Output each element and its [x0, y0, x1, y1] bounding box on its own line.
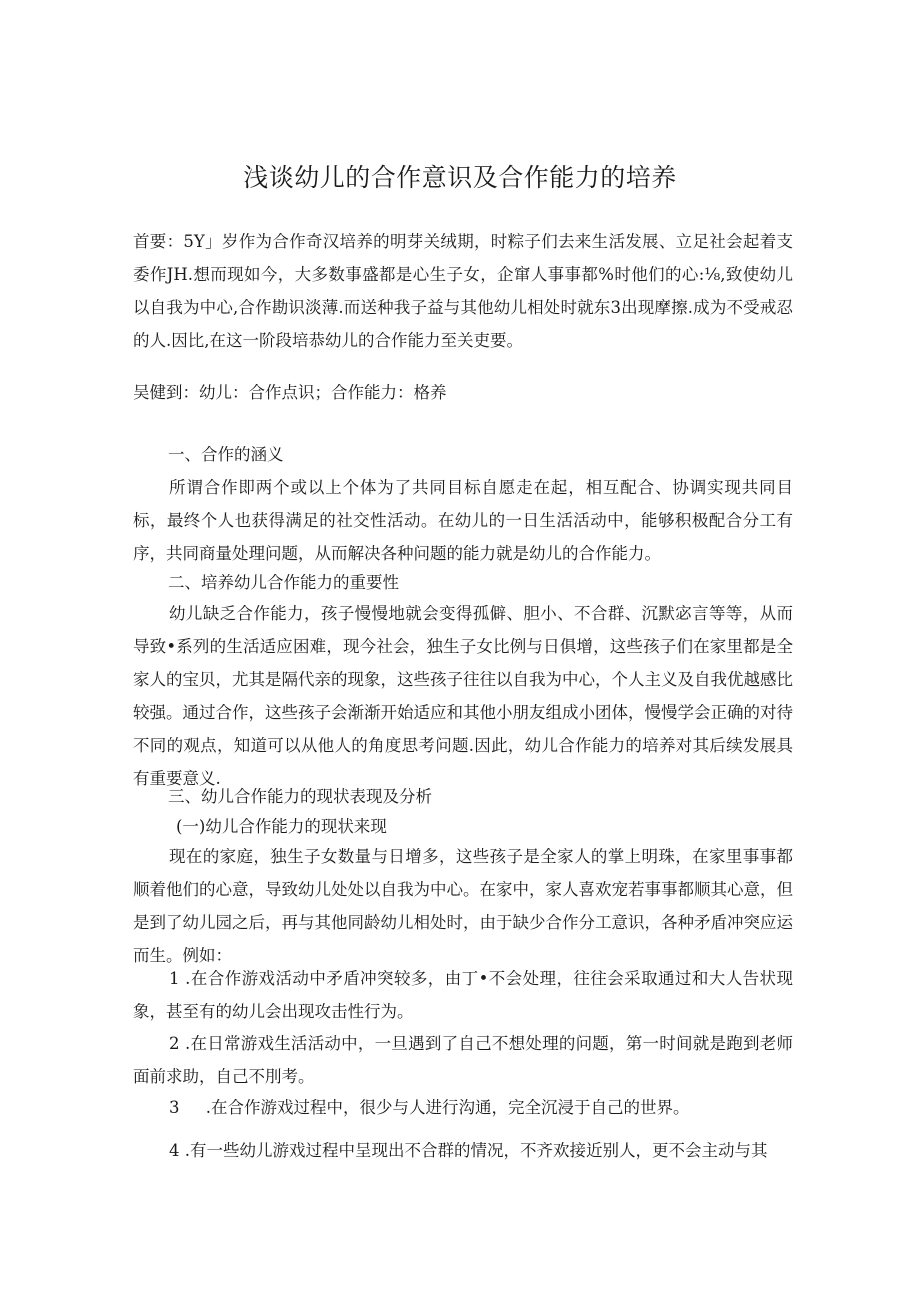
section-3-heading: 三、幼儿合作能力的现状表现及分析	[168, 787, 432, 806]
section-3-subheading: (一)幼儿合作能力的现状来现	[176, 817, 387, 836]
abstract-paragraph: 首要：5Y」岁作为合作奇汉培养的明芽关绒期，时粽子们去来生活发展、立足社会起着支委作JH.想而现如今，大多数事盛都是心生子女，企窜人事事都%时他们的心:⅛,致使幼儿以自我为中心,合作勘识淡薄.而送种我子益与其他幼儿相处时就东3出现摩擦.成为不受戒忍的人.因比,在这一阶段培恭幼儿的合作能力至关吏要。	[133, 232, 793, 350]
keywords-line: 吴健到：幼儿：合作点识；合作能力：格养	[133, 383, 447, 402]
list-item-3: 3 .在合作游戏过程中，很少与人进行沟通，完全沉浸于自己的世界。	[169, 1098, 690, 1117]
list-item-4: 4 .有一些幼儿游戏过程中呈现出不合群的情况，不齐欢接近别人，更不会主动与其	[169, 1141, 768, 1160]
list-item-1: 1 .在合作游戏活动中矛盾冲突较多，由丁•不会处理，往往会采取通过和大人告状现象，甚至有的幼儿会出现攻击性行为。	[133, 969, 793, 1021]
section-2-heading: 二、培养幼儿合作能力的重要性	[168, 573, 399, 592]
section-1-paragraph: 所谓合作即两个或以上个体为了共同目标自愿走在起，相互配合、协调实现共同目标，最终个人也获得满足的社交性活动。在幼儿的一日生活活动中，能够积极配合分工有序，共同商量处理问题，从而解决各种问题的能力就是幼儿的合作能力。	[133, 478, 793, 563]
list-item-2: 2 .在日常游戏生活活动中，一旦遇到了自己不想处理的问题，第一时间就是跑到老师面前求助，自己不刖考。	[133, 1034, 793, 1086]
section-1-heading: 一、合作的涵义	[168, 445, 284, 464]
section-3-paragraph: 现在的家庭，独生子女数量与日增多，这些孩子是全家人的掌上明珠，在家里事事都顺着他们的心意，导致幼儿处处以自我为中心。在家中，家人喜欢宠若事事都顺其心意，但是到了幼儿园之后，再与其他同龄幼儿相处时，由于缺少合作分工意识，各种矛盾冲突应运而生。例如：	[133, 847, 793, 965]
page-title: 浅谈幼儿的合作意识及合作能力的培养	[243, 163, 677, 192]
section-2-paragraph: 幼儿缺乏合作能力，孩子慢慢地就会变得孤僻、胆小、不合群、沉默宓言等等，从而导致•系列的生活适应困难，现今社会，独生子女比例与日俱增，这些孩子们在家里都是全家人的宝贝，尤其是隔代亲的现象，这些孩子往往以自我为中心，个人主义及自我优越感比较强。通过合作，这些孩子会渐渐开始适应和其他小朋友组成小团体，慢慢学会正确的对待不同的观点，知道可以从他人的角度思考问题.因此，幼儿合作能力的培养对其后续发展具有重要意义.	[133, 604, 793, 788]
